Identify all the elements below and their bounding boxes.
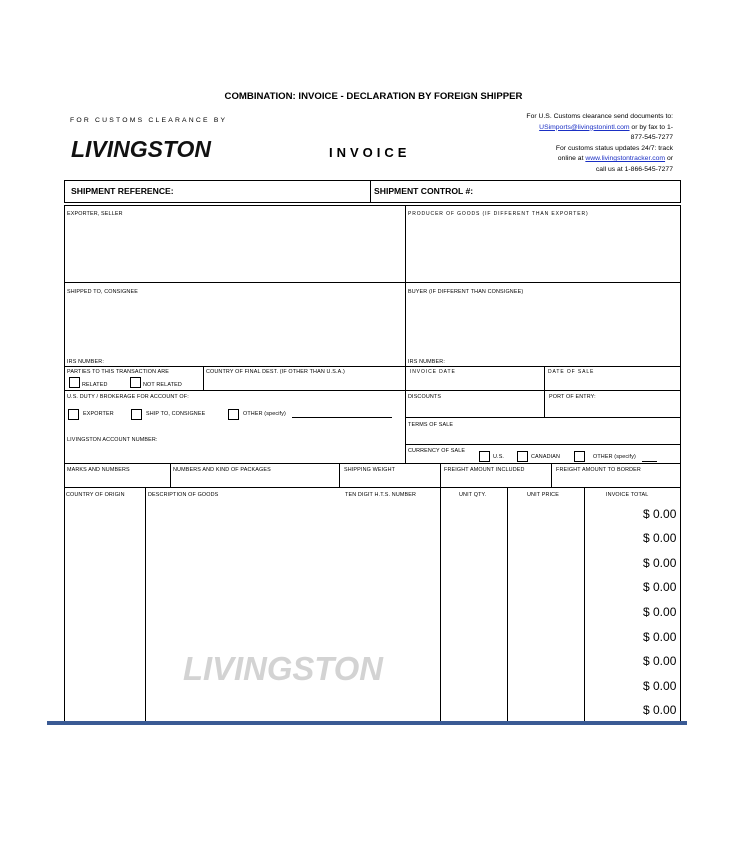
- country-final-dest-label[interactable]: COUNTRY OF FINAL DEST. (IF OTHER THAN U.S.A.): [206, 369, 345, 375]
- livingston-watermark: [181, 646, 386, 688]
- parties-label: PARTIES TO THIS TRANSACTION ARE: [67, 369, 170, 375]
- exporter-option-label: EXPORTER: [83, 411, 114, 417]
- contact-line-4: For customs status updates 24/7: track: [555, 144, 673, 152]
- related-checkbox[interactable]: [69, 377, 80, 388]
- tracker-link[interactable]: www.livingstontracker.com: [585, 155, 666, 163]
- invoice-total-9[interactable]: $ 0.00: [643, 703, 677, 717]
- clearance-label: FOR CUSTOMS CLEARANCE BY: [70, 117, 228, 124]
- livingston-logo: [70, 133, 215, 163]
- currency-other-label: OTHER (specify): [593, 454, 636, 460]
- invoice-date-label[interactable]: INVOICE DATE: [410, 369, 456, 375]
- shipment-control-label[interactable]: SHIPMENT CONTROL #:: [374, 186, 474, 196]
- producer-label[interactable]: PRODUCER OF GOODS (IF DIFFERENT THAN EXPORTER): [408, 211, 589, 217]
- duty-account-label: U.S. DUTY / BROKERAGE FOR ACCOUNT OF:: [67, 394, 189, 400]
- contact-line-2: [453, 123, 673, 134]
- terms-of-sale-label[interactable]: TERMS OF SALE: [408, 422, 454, 428]
- brand-text: LIVINGSTON: [71, 136, 212, 162]
- currency-other-line[interactable]: [642, 461, 657, 462]
- invoice-total-7[interactable]: $ 0.00: [643, 654, 677, 668]
- invoice-total-4[interactable]: $ 0.00: [643, 580, 677, 594]
- ship-to-consignee-option-label: SHIP TO, CONSIGNEE: [146, 411, 206, 417]
- currency-of-sale-label: CURRENCY OF SALE: [408, 448, 466, 454]
- invoice-total-1[interactable]: $ 0.00: [643, 507, 677, 521]
- contact-fax-prefix: or by fax to 1-: [629, 123, 673, 131]
- col-description: DESCRIPTION OF GOODS: [148, 492, 219, 498]
- form-title: COMBINATION: INVOICE - DECLARATION BY FOREIGN SHIPPER: [224, 91, 523, 102]
- buyer-label[interactable]: BUYER (IF DIFFERENT THAN CONSIGNEE): [408, 289, 524, 295]
- numbers-kind-label[interactable]: NUMBERS AND KIND OF PACKAGES: [173, 467, 271, 473]
- irs-number-left[interactable]: IRS NUMBER:: [67, 359, 104, 365]
- contact-online-prefix: online at: [557, 155, 586, 163]
- shipping-weight-label[interactable]: SHIPPING WEIGHT: [344, 467, 396, 473]
- discounts-label[interactable]: DISCOUNTS: [408, 394, 442, 400]
- currency-us-label: U.S.: [493, 454, 505, 460]
- invoice-label: INVOICE: [329, 145, 411, 160]
- col-unit-qty: UNIT QTY.: [459, 492, 487, 498]
- shipment-reference-label[interactable]: SHIPMENT REFERENCE:: [71, 186, 174, 196]
- invoice-total-5[interactable]: $ 0.00: [643, 605, 677, 619]
- customs-contact: [453, 112, 673, 176]
- livingston-account-label[interactable]: LIVINGSTON ACCOUNT NUMBER:: [67, 437, 158, 443]
- freight-included-label[interactable]: FREIGHT AMOUNT INCLUDED: [444, 467, 525, 473]
- col-country-of-origin: COUNTRY OF ORIGIN: [66, 492, 125, 498]
- contact-line-1: For U.S. Customs clearance send documents to:: [526, 113, 673, 120]
- col-invoice-total: INVOICE TOTAL: [606, 492, 649, 498]
- date-of-sale-label[interactable]: DATE OF SALE: [548, 369, 595, 375]
- invoice-total-2[interactable]: $ 0.00: [643, 531, 677, 545]
- currency-other-checkbox[interactable]: [574, 451, 585, 462]
- freight-border-label[interactable]: FREIGHT AMOUNT TO BORDER: [556, 467, 641, 473]
- exporter-seller-label[interactable]: EXPORTER, SELLER: [67, 211, 123, 217]
- ship-to-consignee-checkbox[interactable]: [131, 409, 142, 420]
- currency-canadian-checkbox[interactable]: [517, 451, 528, 462]
- not-related-checkbox[interactable]: [130, 377, 141, 388]
- contact-online-suffix: or: [665, 155, 673, 163]
- irs-number-right[interactable]: IRS NUMBER:: [408, 359, 445, 365]
- not-related-label: NOT RELATED: [143, 382, 182, 388]
- other-checkbox[interactable]: [228, 409, 239, 420]
- exporter-checkbox[interactable]: [68, 409, 79, 420]
- contact-line-5: [453, 154, 673, 165]
- contact-phone: call us at 1-866-545-7277: [595, 165, 673, 173]
- bottom-accent-bar: [47, 721, 687, 725]
- email-link[interactable]: USimports@livingstonintl.com: [539, 123, 630, 131]
- related-label: RELATED: [82, 382, 108, 388]
- invoice-total-6[interactable]: $ 0.00: [643, 630, 677, 644]
- shipped-to-label[interactable]: SHIPPED TO, CONSIGNEE: [67, 289, 138, 295]
- contact-fax: 877-545-7277: [630, 134, 673, 142]
- col-unit-price: UNIT PRICE: [527, 492, 559, 498]
- invoice-total-8[interactable]: $ 0.00: [643, 679, 677, 693]
- other-option-label: OTHER (specify): [243, 411, 286, 417]
- marks-numbers-label[interactable]: MARKS AND NUMBERS: [67, 467, 130, 473]
- other-specify-line[interactable]: [292, 417, 392, 418]
- currency-us-checkbox[interactable]: [479, 451, 490, 462]
- col-hts-number: TEN DIGIT H.T.S. NUMBER: [345, 492, 417, 498]
- invoice-total-3[interactable]: $ 0.00: [643, 556, 677, 570]
- currency-canadian-label: CANADIAN: [531, 454, 561, 460]
- port-of-entry-label[interactable]: PORT OF ENTRY:: [549, 394, 596, 400]
- watermark-text: LIVINGSTON: [183, 650, 385, 687]
